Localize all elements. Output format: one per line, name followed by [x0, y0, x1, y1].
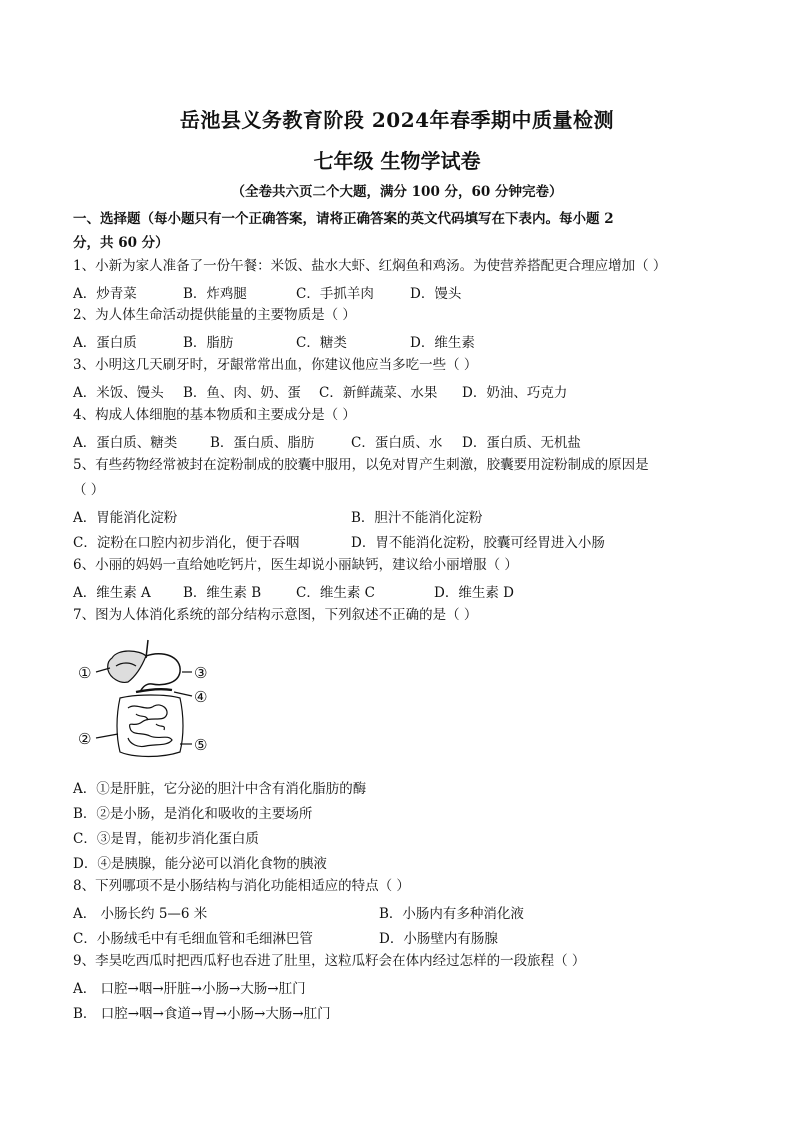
question-7-stem: 7、图为人体消化系统的部分结构示意图，下列叙述不正确的是（ ）	[73, 607, 478, 623]
leader-line-2	[96, 734, 118, 738]
question-5-stem: 5、有些药物经常被封在淀粉制成的胶囊中服用，以免对胃产生刺激，胶囊要用淀粉制成的原因是	[73, 457, 649, 473]
q7-option-a[interactable]: A．①是肝脏，它分泌的胆汁中含有消化脂肪的酶	[73, 781, 367, 797]
exam-title: 岳池县义务教育阶段 2024年春季期中质量检测	[179, 108, 615, 132]
q8-option-a[interactable]: A． 小肠长约 5—6 米	[73, 906, 208, 922]
q5-option-d[interactable]: D．胃不能消化淀粉，胶囊可经胃进入小肠	[351, 535, 605, 551]
figure-label-1: ①	[78, 664, 92, 682]
q5-option-c[interactable]: C．淀粉在口腔内初步消化，便于吞咽	[73, 535, 300, 551]
q9-option-b[interactable]: B． 口腔→咽→食道→胃→小肠→大肠→肛门	[73, 1006, 331, 1022]
q4-option-c[interactable]: C．蛋白质、水	[351, 435, 443, 451]
q8-option-c[interactable]: C．小肠绒毛中有毛细血管和毛细淋巴管	[73, 931, 313, 947]
q5-option-b[interactable]: B．胆汁不能消化淀粉	[351, 510, 483, 526]
section-heading: 一、选择题（每小题只有一个正确答案，请将正确答案的英文代码填写在下表内。每小题 2	[73, 211, 614, 227]
q2-option-a[interactable]: A．蛋白质	[73, 335, 137, 351]
section-heading-cont: 分，共 60 分）	[73, 235, 169, 251]
large-intestine-shape	[117, 695, 183, 757]
q3-option-c[interactable]: C．新鲜蔬菜、水果	[319, 385, 438, 401]
q4-option-b[interactable]: B．蛋白质、脂肪	[210, 435, 315, 451]
q1-option-b[interactable]: B．炸鸡腿	[183, 286, 247, 302]
question-4-stem: 4、构成人体细胞的基本物质和主要成分是（ ）	[73, 407, 356, 423]
q9-option-a[interactable]: A． 口腔→咽→肝脏→小肠→大肠→肛门	[73, 981, 306, 997]
q6-option-c[interactable]: C．维生素 C	[296, 585, 375, 601]
question-1-stem: 1、小新为家人准备了一份午餐：米饭、盐水大虾、红焖鱼和鸡汤。为使营养搭配更合理应增加（ ）	[73, 258, 667, 274]
question-9-stem: 9、李昊吃西瓜时把西瓜籽也吞进了肚里，这粒瓜籽会在体内经过怎样的一段旅程（ ）	[73, 953, 586, 969]
exam-subtitle: 七年级 生物学试卷	[313, 149, 481, 173]
exam-note: （全卷共六页二个大题，满分 100 分，60 分钟完卷）	[231, 184, 563, 200]
figure-label-5: ⑤	[194, 736, 208, 754]
q4-option-a[interactable]: A．蛋白质、糖类	[73, 435, 178, 451]
question-3-stem: 3、小明这几天刷牙时，牙龈常常出血，你建议他应当多吃一些（ ）	[73, 357, 478, 373]
figure-label-4: ④	[194, 688, 208, 706]
q1-option-c[interactable]: C．手抓羊肉	[296, 286, 374, 302]
q7-option-c[interactable]: C．③是胃，能初步消化蛋白质	[73, 831, 259, 847]
q4-option-d[interactable]: D．蛋白质、无机盐	[462, 435, 581, 451]
liver-shape	[108, 651, 146, 682]
q2-option-d[interactable]: D．维生素	[410, 335, 475, 351]
question-5-stem-cont: （ ）	[73, 482, 105, 498]
stomach-shape	[140, 654, 180, 692]
q2-option-c[interactable]: C．糖类	[296, 335, 347, 351]
q3-option-d[interactable]: D．奶油、巧克力	[462, 385, 568, 401]
q5-option-a[interactable]: A．胃能消化淀粉	[73, 510, 178, 526]
question-6-stem: 6、小丽的妈妈一直给她吃钙片，医生却说小丽缺钙，建议给小丽增服（ ）	[73, 557, 518, 573]
q6-option-d[interactable]: D．维生素 D	[434, 585, 514, 601]
q7-option-d[interactable]: D．④是胰腺，能分泌可以消化食物的胰液	[73, 856, 327, 872]
leader-line-4	[174, 692, 192, 696]
q2-option-b[interactable]: B．脂肪	[183, 335, 234, 351]
small-intestine-detail	[136, 714, 164, 730]
question-2-stem: 2、为人体生命活动提供能量的主要物质是（ ）	[73, 307, 356, 323]
figure-label-2: ②	[78, 730, 92, 748]
q7-option-b[interactable]: B．②是小肠，是消化和吸收的主要场所	[73, 806, 313, 822]
q1-option-a[interactable]: A．炒青菜	[73, 286, 137, 302]
q3-option-b[interactable]: B．鱼、肉、奶、蛋	[183, 385, 301, 401]
small-intestine-shape	[128, 705, 172, 747]
q3-option-a[interactable]: A．米饭、馒头	[73, 385, 164, 401]
q6-option-a[interactable]: A．维生素 A	[73, 585, 151, 601]
q6-option-b[interactable]: B．维生素 B	[183, 585, 262, 601]
digestive-system-diagram	[76, 636, 216, 766]
question-8-stem: 8、下列哪项不是小肠结构与消化功能相适应的特点（ ）	[73, 878, 410, 894]
q1-option-d[interactable]: D．馒头	[410, 286, 462, 302]
figure-label-3: ③	[194, 664, 208, 682]
q8-option-b[interactable]: B．小肠内有多种消化液	[379, 906, 524, 922]
q8-option-d[interactable]: D．小肠壁内有肠腺	[379, 931, 498, 947]
